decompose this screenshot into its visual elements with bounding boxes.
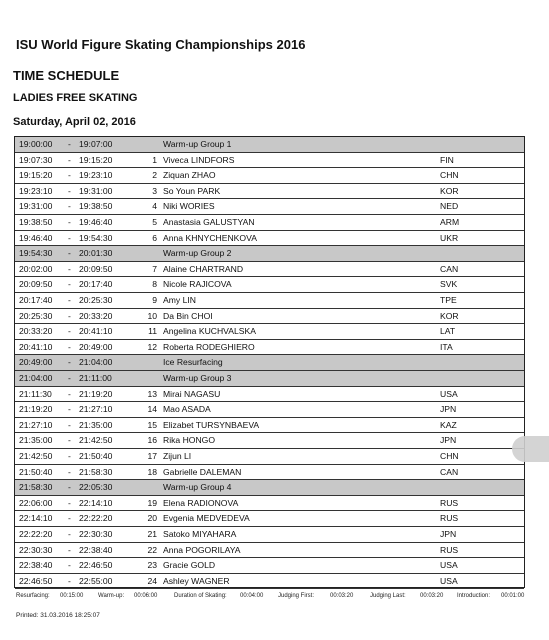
start-number: 24 xyxy=(147,575,157,586)
start-time: 20:02:00 xyxy=(19,263,53,274)
skater-name: Nicole RAJICOVA xyxy=(163,279,232,290)
start-number: 19 xyxy=(147,497,157,508)
start-number: 4 xyxy=(152,201,157,212)
schedule-date: Saturday, April 02, 2016 xyxy=(13,116,136,128)
time-separator: - xyxy=(68,326,71,337)
segment-title: LADIES FREE SKATING xyxy=(13,92,138,104)
end-time: 21:35:00 xyxy=(79,419,113,430)
schedule-group-row xyxy=(15,371,524,387)
schedule-row xyxy=(15,511,524,527)
footer-duration-label: Duration of Skating: xyxy=(174,593,227,599)
time-separator: - xyxy=(68,435,71,446)
end-time: 19:07:00 xyxy=(79,139,113,149)
end-time: 19:54:30 xyxy=(79,232,113,243)
skater-name: Roberta RODEGHIERO xyxy=(163,341,255,352)
group-label: Warm-up Group 3 xyxy=(163,373,232,383)
skater-name: Ashley WAGNER xyxy=(163,575,230,586)
nation-code: USA xyxy=(440,388,458,399)
end-time: 21:04:00 xyxy=(79,357,113,368)
nation-code: RUS xyxy=(440,513,459,524)
start-time: 22:14:10 xyxy=(19,513,53,524)
start-number: 17 xyxy=(147,451,157,461)
footer-introduction-label: Introduction: xyxy=(457,593,491,599)
nation-code: USA xyxy=(440,560,458,571)
start-time: 22:46:50 xyxy=(19,575,53,586)
start-number: 18 xyxy=(147,466,157,477)
end-time: 21:19:20 xyxy=(79,388,113,399)
time-separator: - xyxy=(68,451,71,461)
end-time: 19:46:40 xyxy=(79,217,113,227)
start-time: 19:38:50 xyxy=(19,217,53,227)
end-time: 19:38:50 xyxy=(79,201,113,212)
start-number: 20 xyxy=(147,513,157,524)
end-time: 21:27:10 xyxy=(79,404,113,415)
start-number: 8 xyxy=(152,279,157,290)
nation-code: LAT xyxy=(440,326,456,337)
nation-code: TPE xyxy=(440,295,457,305)
skater-name: Elena RADIONOVA xyxy=(163,497,239,508)
end-time: 21:11:00 xyxy=(79,373,112,383)
skater-name: Satoko MIYAHARA xyxy=(163,529,237,539)
time-separator: - xyxy=(68,263,71,274)
schedule-row xyxy=(15,309,524,325)
time-separator: - xyxy=(68,373,71,383)
skater-name: Alaine CHARTRAND xyxy=(163,263,244,274)
nation-code: NED xyxy=(440,201,459,212)
footer-resurfacing-value: 00:15:00 xyxy=(60,593,84,599)
start-time: 19:23:10 xyxy=(19,185,53,196)
schedule-row xyxy=(15,168,524,184)
time-separator: - xyxy=(68,482,71,493)
end-time: 22:14:10 xyxy=(79,497,113,508)
nation-code: KOR xyxy=(440,185,459,196)
nation-code: JPN xyxy=(440,435,457,446)
start-number: 12 xyxy=(147,341,157,352)
start-time: 21:58:30 xyxy=(19,482,53,493)
skater-name: Angelina KUCHVALSKA xyxy=(163,326,256,337)
time-separator: - xyxy=(68,248,71,259)
end-time: 22:05:30 xyxy=(79,482,113,493)
start-time: 21:35:00 xyxy=(19,435,53,446)
nation-code: RUS xyxy=(440,544,459,555)
time-separator: - xyxy=(68,466,71,477)
event-title: ISU World Figure Skating Championships 2016 xyxy=(16,37,306,52)
footer-judging-last-value: 00:03:20 xyxy=(420,593,444,599)
footer-judging-first-value: 00:03:20 xyxy=(330,593,354,599)
footer-introduction-value: 00:01:00 xyxy=(501,593,525,599)
start-time: 21:11:30 xyxy=(19,388,52,399)
start-number: 23 xyxy=(147,560,157,571)
time-separator: - xyxy=(68,154,71,165)
end-time: 19:31:00 xyxy=(79,185,113,196)
schedule-row xyxy=(15,262,524,278)
printed-timestamp: Printed: 31.03.2016 18:25:07 xyxy=(16,612,100,619)
start-time: 19:54:30 xyxy=(19,248,53,259)
start-time: 21:27:10 xyxy=(19,419,53,430)
skater-name: Elizabet TURSYNBAEVA xyxy=(163,419,260,430)
end-time: 21:50:40 xyxy=(79,451,113,461)
skater-name: Anastasia GALUSTYAN xyxy=(163,217,255,227)
schedule-row xyxy=(15,527,524,543)
schedule-table xyxy=(14,136,525,588)
time-separator: - xyxy=(68,310,71,321)
start-time: 19:00:00 xyxy=(19,139,53,149)
end-time: 20:33:20 xyxy=(79,310,113,321)
time-separator: - xyxy=(68,529,71,539)
end-time: 22:46:50 xyxy=(79,560,113,571)
start-number: 3 xyxy=(152,185,157,196)
start-number: 15 xyxy=(147,419,157,430)
start-number: 16 xyxy=(147,435,157,446)
start-time: 22:38:40 xyxy=(19,560,53,571)
skater-name: Mirai NAGASU xyxy=(163,388,221,399)
nation-code: CAN xyxy=(440,263,459,274)
nation-code: KOR xyxy=(440,310,459,321)
time-separator: - xyxy=(68,295,71,305)
skater-name: Viveca LINDFORS xyxy=(163,154,235,165)
nation-code: JPN xyxy=(440,529,457,539)
nation-code: JPN xyxy=(440,404,457,415)
nation-code: CHN xyxy=(440,170,459,181)
start-number: 2 xyxy=(152,170,157,181)
end-time: 21:58:30 xyxy=(79,466,113,477)
start-number: 1 xyxy=(152,154,157,165)
schedule-row xyxy=(15,402,524,418)
time-separator: - xyxy=(68,497,71,508)
nation-code: UKR xyxy=(440,232,459,243)
footer-duration-value: 00:04:00 xyxy=(240,593,264,599)
footer-judging-last-label: Judging Last: xyxy=(370,593,406,599)
schedule-row xyxy=(15,574,524,590)
footer-parameters xyxy=(14,591,525,601)
time-separator: - xyxy=(68,357,71,368)
time-separator: - xyxy=(68,560,71,571)
end-time: 22:30:30 xyxy=(79,529,113,539)
end-time: 22:55:00 xyxy=(79,575,113,586)
start-time: 19:31:00 xyxy=(19,201,53,212)
start-number: 10 xyxy=(147,310,157,321)
time-separator: - xyxy=(68,575,71,586)
skater-name: Anna POGORILAYA xyxy=(163,544,241,555)
time-separator: - xyxy=(68,232,71,243)
schedule-row xyxy=(15,387,524,403)
footer-warmup-value: 00:06:00 xyxy=(134,593,158,599)
start-number: 21 xyxy=(147,529,157,539)
time-separator: - xyxy=(68,513,71,524)
start-time: 20:17:40 xyxy=(19,295,53,305)
start-time: 21:50:40 xyxy=(19,466,53,477)
time-separator: - xyxy=(68,201,71,212)
start-time: 20:33:20 xyxy=(19,326,53,337)
nation-code: ARM xyxy=(440,217,460,227)
start-number: 13 xyxy=(147,388,157,399)
schedule-row xyxy=(15,543,524,559)
end-time: 20:49:00 xyxy=(79,341,113,352)
skater-name: Rika HONGO xyxy=(163,435,216,446)
nation-code: KAZ xyxy=(440,419,457,430)
scroll-handle[interactable] xyxy=(512,436,549,462)
start-time: 21:42:50 xyxy=(19,451,53,461)
start-number: 7 xyxy=(152,263,157,274)
footer-resurfacing-label: Resurfacing: xyxy=(16,593,50,599)
start-time: 20:25:30 xyxy=(19,310,53,321)
start-time: 20:49:00 xyxy=(19,357,53,368)
schedule-group-row xyxy=(15,246,524,262)
start-time: 20:09:50 xyxy=(19,279,53,290)
group-label: Warm-up Group 2 xyxy=(163,248,232,259)
skater-name: Gabrielle DALEMAN xyxy=(163,466,242,477)
schedule-row xyxy=(15,558,524,574)
schedule-row xyxy=(15,433,524,449)
group-label: Ice Resurfacing xyxy=(163,357,223,368)
time-separator: - xyxy=(68,185,71,196)
skater-name: Niki WORIES xyxy=(163,201,215,212)
time-separator: - xyxy=(68,279,71,290)
schedule-row xyxy=(15,496,524,512)
nation-code: USA xyxy=(440,575,458,586)
skater-name: Ziquan ZHAO xyxy=(163,170,216,181)
schedule-group-row xyxy=(15,137,524,153)
end-time: 20:41:10 xyxy=(79,326,113,337)
end-time: 22:38:40 xyxy=(79,544,113,555)
end-time: 20:01:30 xyxy=(79,248,113,259)
start-time: 22:06:00 xyxy=(19,497,53,508)
time-separator: - xyxy=(68,419,71,430)
schedule-row xyxy=(15,293,524,309)
start-number: 22 xyxy=(147,544,157,555)
schedule-row xyxy=(15,465,524,481)
skater-name: Gracie GOLD xyxy=(163,560,216,571)
skater-name: Anna KHNYCHENKOVA xyxy=(163,232,257,243)
nation-code: ITA xyxy=(440,341,453,352)
schedule-row xyxy=(15,449,524,465)
start-number: 11 xyxy=(148,326,157,337)
group-label: Warm-up Group 1 xyxy=(163,139,232,149)
end-time: 20:17:40 xyxy=(79,279,113,290)
skater-name: Zijun LI xyxy=(163,451,192,461)
time-separator: - xyxy=(68,217,71,227)
start-number: 5 xyxy=(152,217,157,227)
start-time: 19:07:30 xyxy=(19,154,53,165)
start-number: 14 xyxy=(147,404,157,415)
nation-code: CHN xyxy=(440,451,459,461)
start-time: 22:30:30 xyxy=(19,544,53,555)
end-time: 20:09:50 xyxy=(79,263,113,274)
schedule-row xyxy=(15,340,524,356)
skater-name: So Youn PARK xyxy=(163,185,221,196)
time-separator: - xyxy=(68,404,71,415)
start-number: 9 xyxy=(152,295,157,305)
schedule-title: TIME SCHEDULE xyxy=(13,68,120,83)
schedule-row xyxy=(15,277,524,293)
end-time: 21:42:50 xyxy=(79,435,113,446)
start-time: 19:15:20 xyxy=(19,170,53,181)
start-time: 21:19:20 xyxy=(19,404,53,415)
time-separator: - xyxy=(68,170,71,181)
skater-name: Evgenia MEDVEDEVA xyxy=(163,513,250,524)
schedule-row xyxy=(15,418,524,434)
schedule-row xyxy=(15,324,524,340)
footer-warmup-label: Warm-up: xyxy=(98,593,125,599)
time-separator: - xyxy=(68,139,71,149)
start-time: 19:46:40 xyxy=(19,232,53,243)
end-time: 20:25:30 xyxy=(79,295,113,305)
nation-code: CAN xyxy=(440,466,459,477)
footer-judging-first-label: Judging First: xyxy=(278,593,315,599)
schedule-row xyxy=(15,199,524,215)
time-separator: - xyxy=(68,388,71,399)
skater-name: Da Bin CHOI xyxy=(163,310,213,321)
schedule-row xyxy=(15,153,524,169)
schedule-group-row xyxy=(15,480,524,496)
start-time: 21:04:00 xyxy=(19,373,53,383)
end-time: 19:15:20 xyxy=(79,154,113,165)
end-time: 19:23:10 xyxy=(79,170,113,181)
time-separator: - xyxy=(68,544,71,555)
schedule-group-row xyxy=(15,355,524,371)
skater-name: Mao ASADA xyxy=(163,404,211,415)
time-separator: - xyxy=(68,341,71,352)
start-time: 20:41:10 xyxy=(19,341,53,352)
start-number: 6 xyxy=(152,232,157,243)
group-label: Warm-up Group 4 xyxy=(163,482,232,493)
nation-code: FIN xyxy=(440,154,454,165)
schedule-row xyxy=(15,231,524,247)
schedule-row xyxy=(15,184,524,200)
start-time: 22:22:20 xyxy=(19,529,53,539)
end-time: 22:22:20 xyxy=(79,513,113,524)
nation-code: SVK xyxy=(440,279,458,290)
nation-code: RUS xyxy=(440,497,459,508)
skater-name: Amy LIN xyxy=(163,295,196,305)
schedule-row xyxy=(15,215,524,231)
